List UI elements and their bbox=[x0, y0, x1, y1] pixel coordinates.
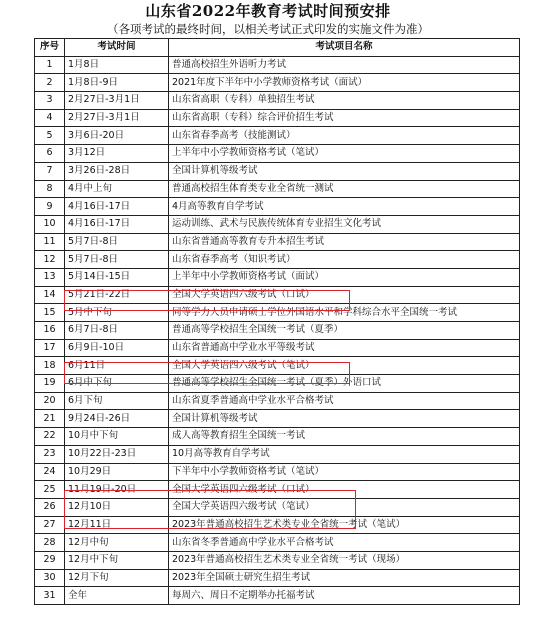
exam-name-cell: 山东省夏季普通高中学业水平合格考试 bbox=[169, 392, 520, 410]
table-row bbox=[35, 74, 520, 92]
table-row bbox=[35, 304, 520, 322]
row-number-cell: 19 bbox=[35, 375, 65, 393]
row-number-cell: 27 bbox=[35, 516, 65, 534]
table-row bbox=[35, 109, 520, 127]
row-number-cell: 14 bbox=[35, 286, 65, 304]
page-subtitle: （各项考试的最终时间，以相关考试正式印发的实施文件为准） bbox=[107, 22, 429, 36]
exam-name-cell: 普通高等学校招生全国统一考试（夏季）外语口试 bbox=[169, 375, 520, 393]
table-row bbox=[35, 392, 520, 410]
exam-time-cell: 4月中上旬 bbox=[65, 180, 169, 198]
table-row bbox=[35, 286, 520, 304]
table-row bbox=[35, 251, 520, 269]
exam-name-cell: 成人高等教育招生全国统一考试 bbox=[169, 428, 520, 446]
row-number-cell: 10 bbox=[35, 215, 65, 233]
exam-time-cell: 12月中旬 bbox=[65, 534, 169, 552]
exam-name-cell: 每周六、周日不定期举办托福考试 bbox=[169, 587, 520, 605]
exam-time-cell: 12月下旬 bbox=[65, 569, 169, 587]
exam-time-cell: 2月27日-3月1日 bbox=[65, 92, 169, 110]
row-number-cell: 8 bbox=[35, 180, 65, 198]
exam-time-cell: 全年 bbox=[65, 587, 169, 605]
exam-time-cell: 6月9日-10日 bbox=[65, 339, 169, 357]
table-row bbox=[35, 428, 520, 446]
table-row bbox=[35, 198, 520, 216]
exam-time-cell: 5月7日-8日 bbox=[65, 233, 169, 251]
exam-name-cell: 上半年中小学教师资格考试（面试） bbox=[169, 268, 520, 286]
row-number-cell: 15 bbox=[35, 304, 65, 322]
table-row bbox=[35, 569, 520, 587]
exam-name-cell: 山东省春季高考（知识考试） bbox=[169, 251, 520, 269]
table-row bbox=[35, 410, 520, 428]
row-number-cell: 30 bbox=[35, 569, 65, 587]
exam-time-cell: 2月27日-3月1日 bbox=[65, 109, 169, 127]
exam-name-cell: 普通高校招生体育类专业全省统一测试 bbox=[169, 180, 520, 198]
table-row bbox=[35, 268, 520, 286]
table-row bbox=[35, 233, 520, 251]
row-number-cell: 26 bbox=[35, 498, 65, 516]
exam-name-cell: 运动训练、武术与民族传统体育专业招生文化考试 bbox=[169, 215, 520, 233]
exam-time-cell: 3月12日 bbox=[65, 145, 169, 163]
table-row bbox=[35, 127, 520, 145]
table-row bbox=[35, 445, 520, 463]
exam-name-cell: 山东省高职（专科）综合评价招生考试 bbox=[169, 109, 520, 127]
exam-time-cell: 4月16日-17日 bbox=[65, 215, 169, 233]
exam-name-cell: 山东省普通高等教育专升本招生考试 bbox=[169, 233, 520, 251]
row-number-cell: 1 bbox=[35, 56, 65, 74]
row-number-cell: 5 bbox=[35, 127, 65, 145]
table-row bbox=[35, 481, 520, 499]
exam-time-cell: 10月中下旬 bbox=[65, 428, 169, 446]
table-row bbox=[35, 516, 520, 534]
exam-time-cell: 10月29日 bbox=[65, 463, 169, 481]
exam-time-cell: 5月中下旬 bbox=[65, 304, 169, 322]
exam-time-cell: 1月8日 bbox=[65, 56, 169, 74]
exam-name-cell: 10月高等教育自学考试 bbox=[169, 445, 520, 463]
exam-name-cell: 全国计算机等级考试 bbox=[169, 162, 520, 180]
exam-name-cell: 2023年普通高校招生艺术类专业全省统一考试（现场） bbox=[169, 551, 520, 569]
exam-time-cell: 6月11日 bbox=[65, 357, 169, 375]
exam-name-cell: 全国大学英语四六级考试（口试） bbox=[169, 481, 520, 499]
exam-name-cell: 山东省冬季普通高中学业水平合格考试 bbox=[169, 534, 520, 552]
row-number-cell: 21 bbox=[35, 410, 65, 428]
row-number-cell: 22 bbox=[35, 428, 65, 446]
row-number-cell: 20 bbox=[35, 392, 65, 410]
exam-name-cell: 2023年普通高校招生艺术类专业全省统一考试（笔试） bbox=[169, 516, 520, 534]
exam-name-cell: 山东省普通高中学业水平等级考试 bbox=[169, 339, 520, 357]
row-number-cell: 4 bbox=[35, 109, 65, 127]
table-row bbox=[35, 145, 520, 163]
table-row bbox=[35, 463, 520, 481]
row-number-cell: 23 bbox=[35, 445, 65, 463]
row-number-cell: 28 bbox=[35, 534, 65, 552]
exam-time-cell: 12月10日 bbox=[65, 498, 169, 516]
exam-time-cell: 6月中下旬 bbox=[65, 375, 169, 393]
row-number-cell: 2 bbox=[35, 74, 65, 92]
exam-name-cell: 4月高等教育自学考试 bbox=[169, 198, 520, 216]
exam-name-cell: 下半年中小学教师资格考试（笔试） bbox=[169, 463, 520, 481]
exam-time-cell: 12月11日 bbox=[65, 516, 169, 534]
exam-time-cell: 3月26日-28日 bbox=[65, 162, 169, 180]
exam-time-cell: 4月16日-17日 bbox=[65, 198, 169, 216]
row-number-cell: 12 bbox=[35, 251, 65, 269]
exam-time-cell: 11月19日-20日 bbox=[65, 481, 169, 499]
row-number-cell: 6 bbox=[35, 145, 65, 163]
table-row bbox=[35, 375, 520, 393]
exam-time-cell: 6月7日-8日 bbox=[65, 322, 169, 340]
table-body bbox=[35, 56, 520, 604]
table-row bbox=[35, 357, 520, 375]
column-header-time: 考试时间 bbox=[65, 39, 169, 57]
exam-name-cell: 普通高等学校招生全国统一考试（夏季） bbox=[169, 322, 520, 340]
table-row bbox=[35, 180, 520, 198]
column-header-no: 序号 bbox=[35, 39, 65, 57]
exam-name-cell: 2023年全国硕士研究生招生考试 bbox=[169, 569, 520, 587]
exam-time-cell: 1月8日-9日 bbox=[65, 74, 169, 92]
row-number-cell: 25 bbox=[35, 481, 65, 499]
exam-name-cell: 山东省春季高考（技能测试） bbox=[169, 127, 520, 145]
row-number-cell: 13 bbox=[35, 268, 65, 286]
table-row bbox=[35, 551, 520, 569]
row-number-cell: 7 bbox=[35, 162, 65, 180]
exam-time-cell: 12月中下旬 bbox=[65, 551, 169, 569]
table-row bbox=[35, 498, 520, 516]
exam-time-cell: 5月21日-22日 bbox=[65, 286, 169, 304]
table-row bbox=[35, 215, 520, 233]
exam-name-cell: 2021年度下半年中小学教师资格考试（面试） bbox=[169, 74, 520, 92]
exam-time-cell: 5月14日-15日 bbox=[65, 268, 169, 286]
row-number-cell: 17 bbox=[35, 339, 65, 357]
exam-time-cell: 6月下旬 bbox=[65, 392, 169, 410]
exam-time-cell: 5月7日-8日 bbox=[65, 251, 169, 269]
row-number-cell: 3 bbox=[35, 92, 65, 110]
exam-time-cell: 3月6日-20日 bbox=[65, 127, 169, 145]
row-number-cell: 29 bbox=[35, 551, 65, 569]
exam-name-cell: 上半年中小学教师资格考试（笔试） bbox=[169, 145, 520, 163]
exam-name-cell: 全国大学英语四六级考试（笔试） bbox=[169, 357, 520, 375]
table-row bbox=[35, 339, 520, 357]
exam-time-cell: 10月22日-23日 bbox=[65, 445, 169, 463]
row-number-cell: 16 bbox=[35, 322, 65, 340]
row-number-cell: 24 bbox=[35, 463, 65, 481]
exam-schedule-table bbox=[34, 38, 520, 605]
table-row bbox=[35, 534, 520, 552]
exam-name-cell: 全国大学英语四六级考试（口试） bbox=[169, 286, 520, 304]
exam-time-cell: 9月24日-26日 bbox=[65, 410, 169, 428]
row-number-cell: 18 bbox=[35, 357, 65, 375]
row-number-cell: 9 bbox=[35, 198, 65, 216]
column-header-exam: 考试项目名称 bbox=[169, 39, 520, 57]
table-header-row bbox=[35, 39, 520, 57]
exam-name-cell: 全国计算机等级考试 bbox=[169, 410, 520, 428]
row-number-cell: 11 bbox=[35, 233, 65, 251]
table-row bbox=[35, 92, 520, 110]
exam-name-cell: 全国大学英语四六级考试（笔试） bbox=[169, 498, 520, 516]
exam-name-cell: 同等学力人员申请硕士学位外国语水平和学科综合水平全国统一考试 bbox=[169, 304, 520, 322]
page-title: 山东省2022年教育考试时间预安排 bbox=[145, 2, 391, 20]
row-number-cell: 31 bbox=[35, 587, 65, 605]
exam-name-cell: 山东省高职（专科）单独招生考试 bbox=[169, 92, 520, 110]
table-row bbox=[35, 56, 520, 74]
table-row bbox=[35, 162, 520, 180]
table-row bbox=[35, 587, 520, 605]
exam-name-cell: 普通高校招生外语听力考试 bbox=[169, 56, 520, 74]
table-row bbox=[35, 322, 520, 340]
